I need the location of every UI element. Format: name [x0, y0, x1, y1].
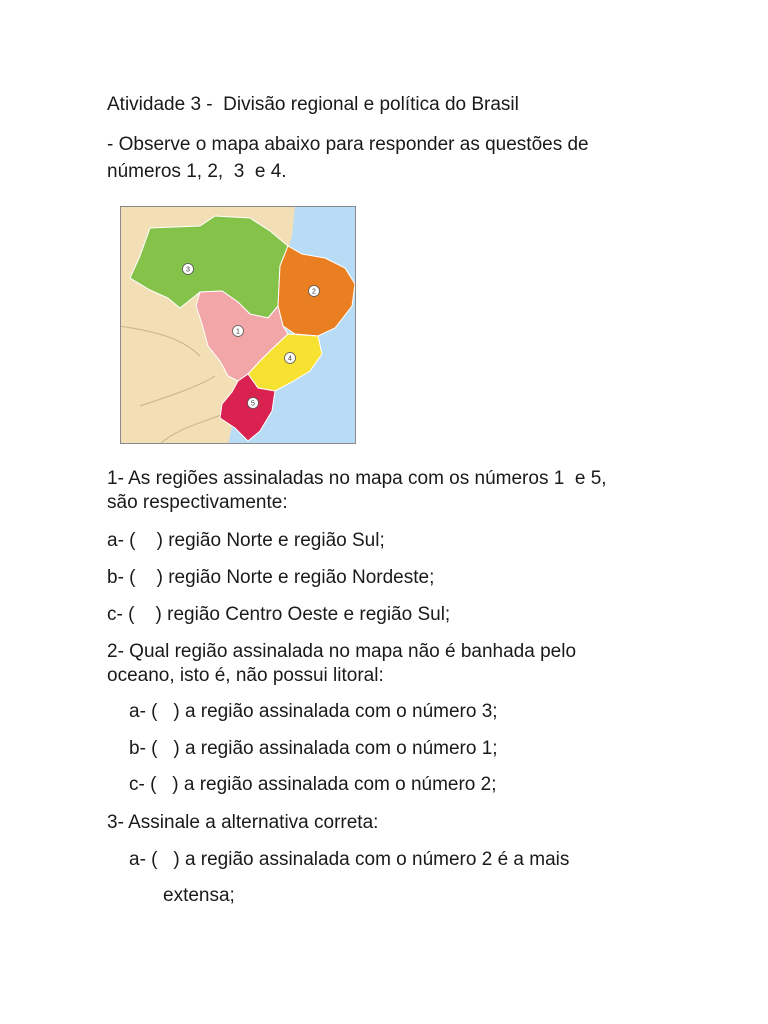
q2-text-line-2: oceano, isto é, não possui litoral: [107, 665, 384, 686]
q2-option-b[interactable]: b- ( ) a região assinalada com o número 1; [129, 738, 498, 759]
intro-line-2: números 1, 2, 3 e 4. [107, 161, 287, 182]
q1-option-a[interactable]: a- ( ) região Norte e região Sul; [107, 530, 385, 551]
q3-text: 3- Assinale a alternativa correta: [107, 812, 379, 833]
q3-option-a[interactable]: a- ( ) a região assinalada com o número 2 é a mais [129, 849, 570, 870]
page-title: Atividade 3 - Divisão regional e política do Brasil [107, 94, 519, 115]
region-5-label: 5 [251, 400, 255, 408]
q1-text-line-1: 1- As regiões assinaladas no mapa com os números 1 e 5, [107, 468, 607, 489]
region-1-label: 1 [236, 328, 240, 336]
q1-option-c[interactable]: c- ( ) região Centro Oeste e região Sul; [107, 604, 451, 625]
brazil-regions-map [120, 206, 356, 444]
q2-text-line-1: 2- Qual região assinalada no mapa não é banhada pelo [107, 641, 577, 662]
region-2-label: 2 [312, 288, 316, 296]
q1-option-b[interactable]: b- ( ) região Norte e região Nordeste; [107, 567, 435, 588]
q3-option-a-continuation: extensa; [163, 885, 235, 906]
q2-option-c[interactable]: c- ( ) a região assinalada com o número 2; [129, 774, 497, 795]
region-3-label: 3 [186, 266, 190, 274]
region-4-label: 4 [288, 355, 292, 363]
intro-line-1: - Observe o mapa abaixo para responder as questões de [107, 134, 589, 155]
q2-option-a[interactable]: a- ( ) a região assinalada com o número 3; [129, 701, 498, 722]
q1-text-line-2: são respectivamente: [107, 492, 288, 513]
